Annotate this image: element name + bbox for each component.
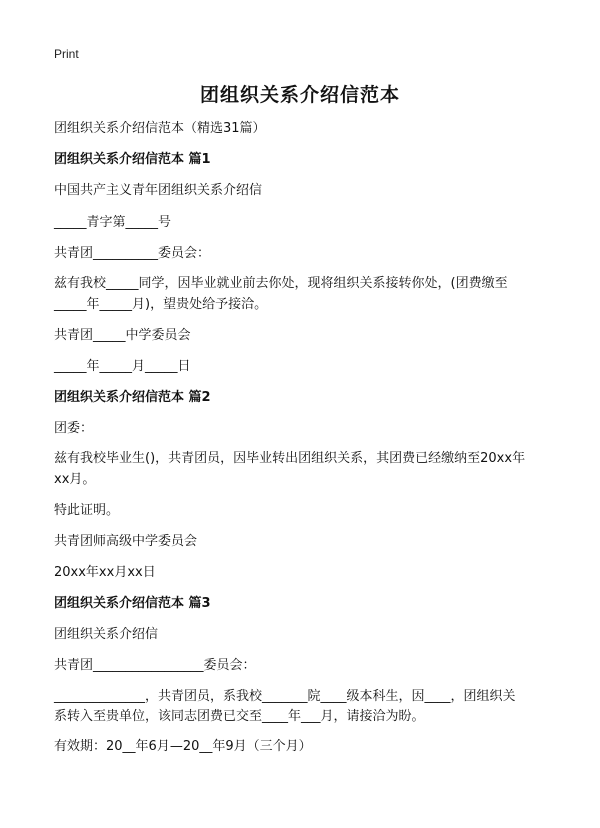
section-2-heading: 团组织关系介绍信范本 篇2: [54, 390, 211, 405]
section-3-para-line-1: ______________，共青团员，系我校_______院____级本科生，因____，团组织关: [54, 689, 516, 704]
section-2-line-5: 20xx年xx月xx日: [54, 565, 156, 580]
section-3-line-2: 共青团_________________委员会：: [54, 658, 256, 673]
print-label: Print: [54, 47, 79, 61]
document-subtitle: 团组织关系介绍信范本（精选31篇）: [54, 121, 266, 136]
section-1-line-6: _____年_____月_____日: [54, 359, 191, 374]
section-2-line-3: 特此证明。: [54, 503, 120, 518]
section-1-para-line-2: _____年_____月)，望贵处给予接洽。: [54, 297, 268, 312]
section-2-line-4: 共青团师高级中学委员会: [54, 534, 198, 549]
section-2-line-1: 团委：: [54, 421, 94, 436]
section-1-line-2: _____青字第_____号: [54, 215, 172, 230]
section-1-line-5: 共青团_____中学委员会: [54, 328, 191, 343]
document-title: 团组织关系介绍信范本: [199, 84, 400, 106]
section-3-line-4: 有效期：20__年6月—20__年9月（三个月）: [54, 739, 312, 754]
section-2-para-line-2: xx月。: [54, 472, 96, 487]
section-1-para-line-1: 兹有我校_____同学，因毕业就业前去你处，现将组织关系接转你处，(团费缴至: [54, 276, 508, 291]
section-3-line-1: 团组织关系介绍信: [54, 627, 159, 642]
section-2-para-line-1: 兹有我校毕业生()，共青团员，因毕业转出团组织关系，其团费已经缴纳至20xx年: [54, 451, 526, 466]
section-1-line-3: 共青团__________委员会：: [54, 246, 211, 261]
section-3-para-line-2: 系转入至贵单位，该同志团费已交至____年___月，请接洽为盼。: [54, 709, 425, 724]
section-3-heading: 团组织关系介绍信范本 篇3: [54, 596, 211, 611]
section-1-line-1: 中国共产主义青年团组织关系介绍信: [54, 183, 263, 198]
section-1-heading: 团组织关系介绍信范本 篇1: [54, 152, 211, 167]
